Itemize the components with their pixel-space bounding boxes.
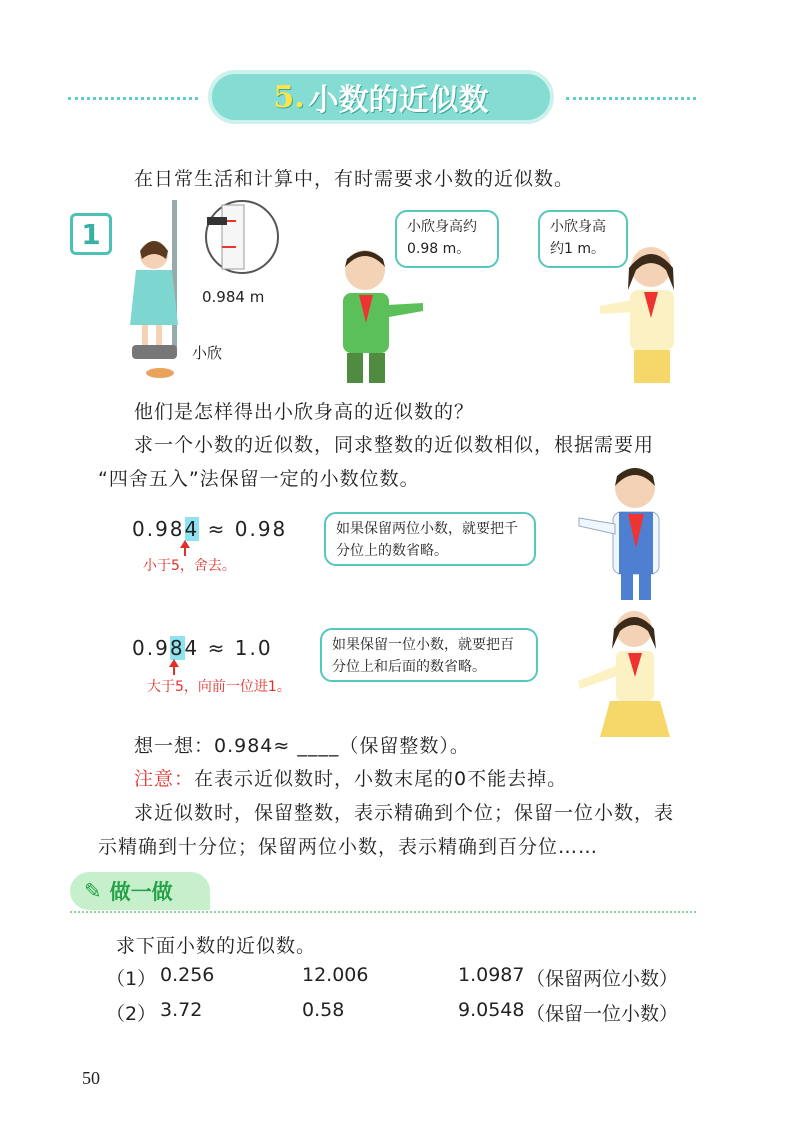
title-text: 小数的近似数 [308,83,489,118]
precision-line-1: 求近似数时，保留整数，表示精确到个位；保留一位小数，表 [134,802,675,824]
eq2-before: 0.9 [132,636,170,660]
row1-b: 12.006 [302,964,369,986]
eq1-note: 小于5，舍去。 [143,558,236,574]
measurement-label: 0.984 m [202,288,265,306]
question-text: 他们是怎样得出小欣身高的近似数的？ [134,401,475,423]
pencil-icon: ✎ [84,879,102,903]
eq1-after: ≈ 0.98 [199,517,288,541]
exercise-heading: 做一做 [109,880,173,904]
row2-requirement: （保留一位小数） [526,1003,679,1025]
page-title [208,70,554,124]
intro-text: 在日常生活和计算中，有时需要求小数的近似数。 [134,168,575,190]
explain-line-1: 求一个小数的近似数，同求整数的近似数相似，根据需要用 [134,434,655,456]
title-dots-right [566,97,696,100]
page-number: 50 [82,1068,100,1088]
notice-text: 在表示近似数时，小数末尾的0不能去掉。 [194,768,568,790]
two-places-bubble: 如果保留两位小数，就要把千分位上的数省略。 [324,512,536,566]
title-number: 5. [273,79,305,115]
exercise-divider [70,911,696,913]
boy-pointing-illustration [575,462,695,602]
eq1-highlight-digit: 4 [184,517,200,541]
think-prompt: 想一想：0.984≈ ____（保留整数）。 [134,735,470,757]
row1-c: 1.0987 [458,964,525,986]
row2-a: 3.72 [160,999,203,1021]
explain-line-2: “四舍五入”法保留一定的小数位数。 [98,468,420,490]
eq2-after: 4 ≈ 1.0 [184,636,273,660]
example-number: 1 [70,213,112,255]
eq1-before: 0.98 [132,517,185,541]
notice-label: 注意： [134,768,195,790]
title-dots-left [68,97,198,100]
notice-line [134,764,567,791]
girl-name-label: 小欣 [192,344,223,362]
equation-one-place [132,636,273,660]
row2-c: 9.0548 [458,999,525,1021]
girl-speech-bubble: 小欣身高约1 m。 [538,210,628,268]
precision-line-2: 示精确到十分位；保留两位小数，表示精确到百分位…… [98,836,599,858]
equation-two-places [132,517,287,541]
exercise-heading-tab [70,872,210,910]
row1-label: （1） [106,968,157,990]
row2-b: 0.58 [302,999,345,1021]
exercise-instruction: 求下面小数的近似数。 [116,935,317,957]
eq2-note: 大于5，向前一位进1。 [147,679,291,695]
eq2-highlight-digit: 8 [169,636,185,660]
boy-speech-bubble: 小欣身高约0.98 m。 [395,210,499,268]
row2-label: （2） [106,1003,157,1025]
one-place-bubble: 如果保留一位小数，就要把百分位上和后面的数省略。 [320,628,538,682]
girl-gesturing-illustration [570,605,690,740]
row1-a: 0.256 [160,964,215,986]
eq2-arrow-line [173,665,175,675]
row1-requirement: （保留两位小数） [526,968,679,990]
